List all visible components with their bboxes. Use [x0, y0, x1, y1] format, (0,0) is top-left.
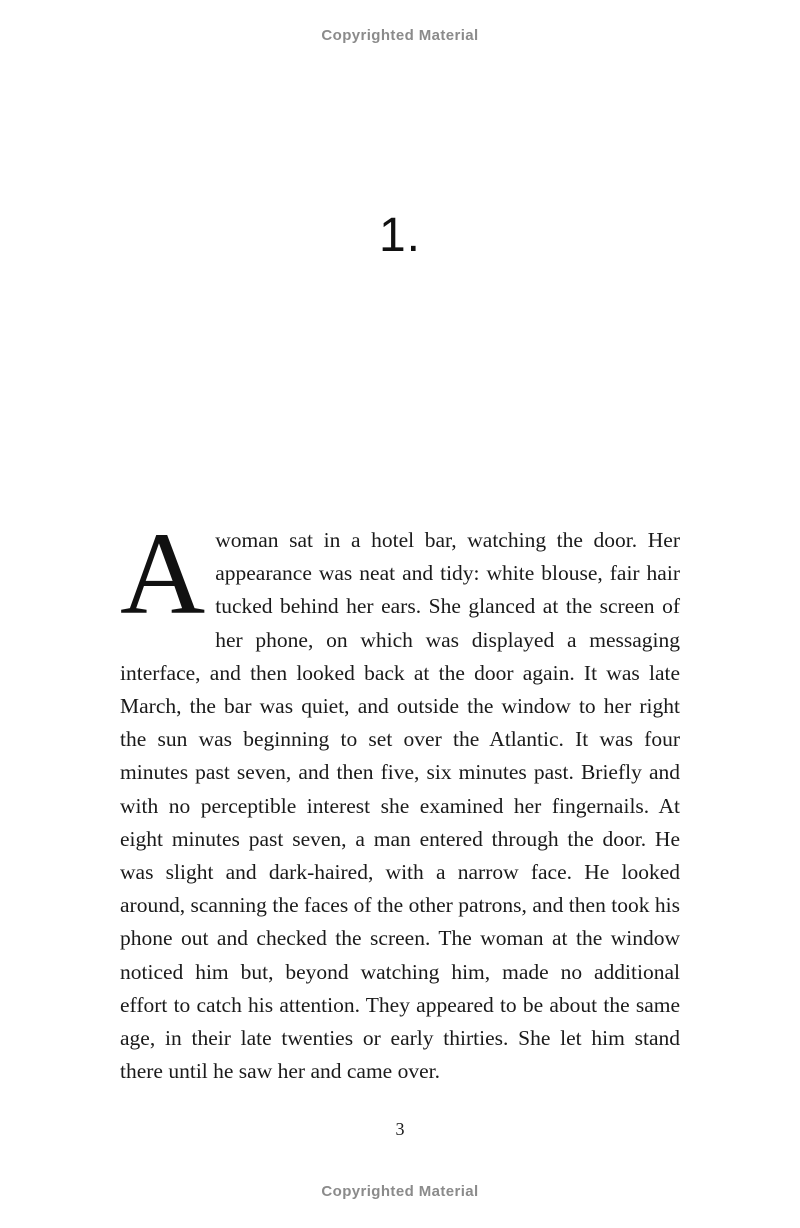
- paragraph-text: woman sat in a hotel bar, watching the door. Her appearance was neat and tidy: white blouse, fair hair tucked behind her ears. She glanced at the screen of her phone, on which was displayed a messaging interface, and then looked back at the door again. It was late March, the bar was quiet, and outside the window to her right the sun was beginning to set over the Atlantic. It was four minutes past seven, and then five, six minutes past. Briefly and with no perceptible interest she examined her fingernails. At eight minutes past seven, a man entered through the door. He was slight and dark-haired, with a narrow face. He looked around, scanning the faces of the other patrons, and then took his phone out and checked the screen. The woman at the window noticed him but, beyond watching him, made no additional effort to catch his attention. They appeared to be about the same age, in their late twenties or early thirties. She let him stand there until he saw her and came over.: [120, 528, 680, 1084]
- page-number: 3: [395, 1119, 405, 1139]
- copyright-watermark-bottom: Copyrighted Material: [321, 1183, 479, 1200]
- body-text-block: [120, 508, 680, 1088]
- drop-cap: A: [120, 508, 206, 639]
- opening-paragraph: [120, 508, 680, 1088]
- copyright-watermark-top: Copyrighted Material: [321, 27, 479, 44]
- chapter-number: 1.: [378, 209, 422, 262]
